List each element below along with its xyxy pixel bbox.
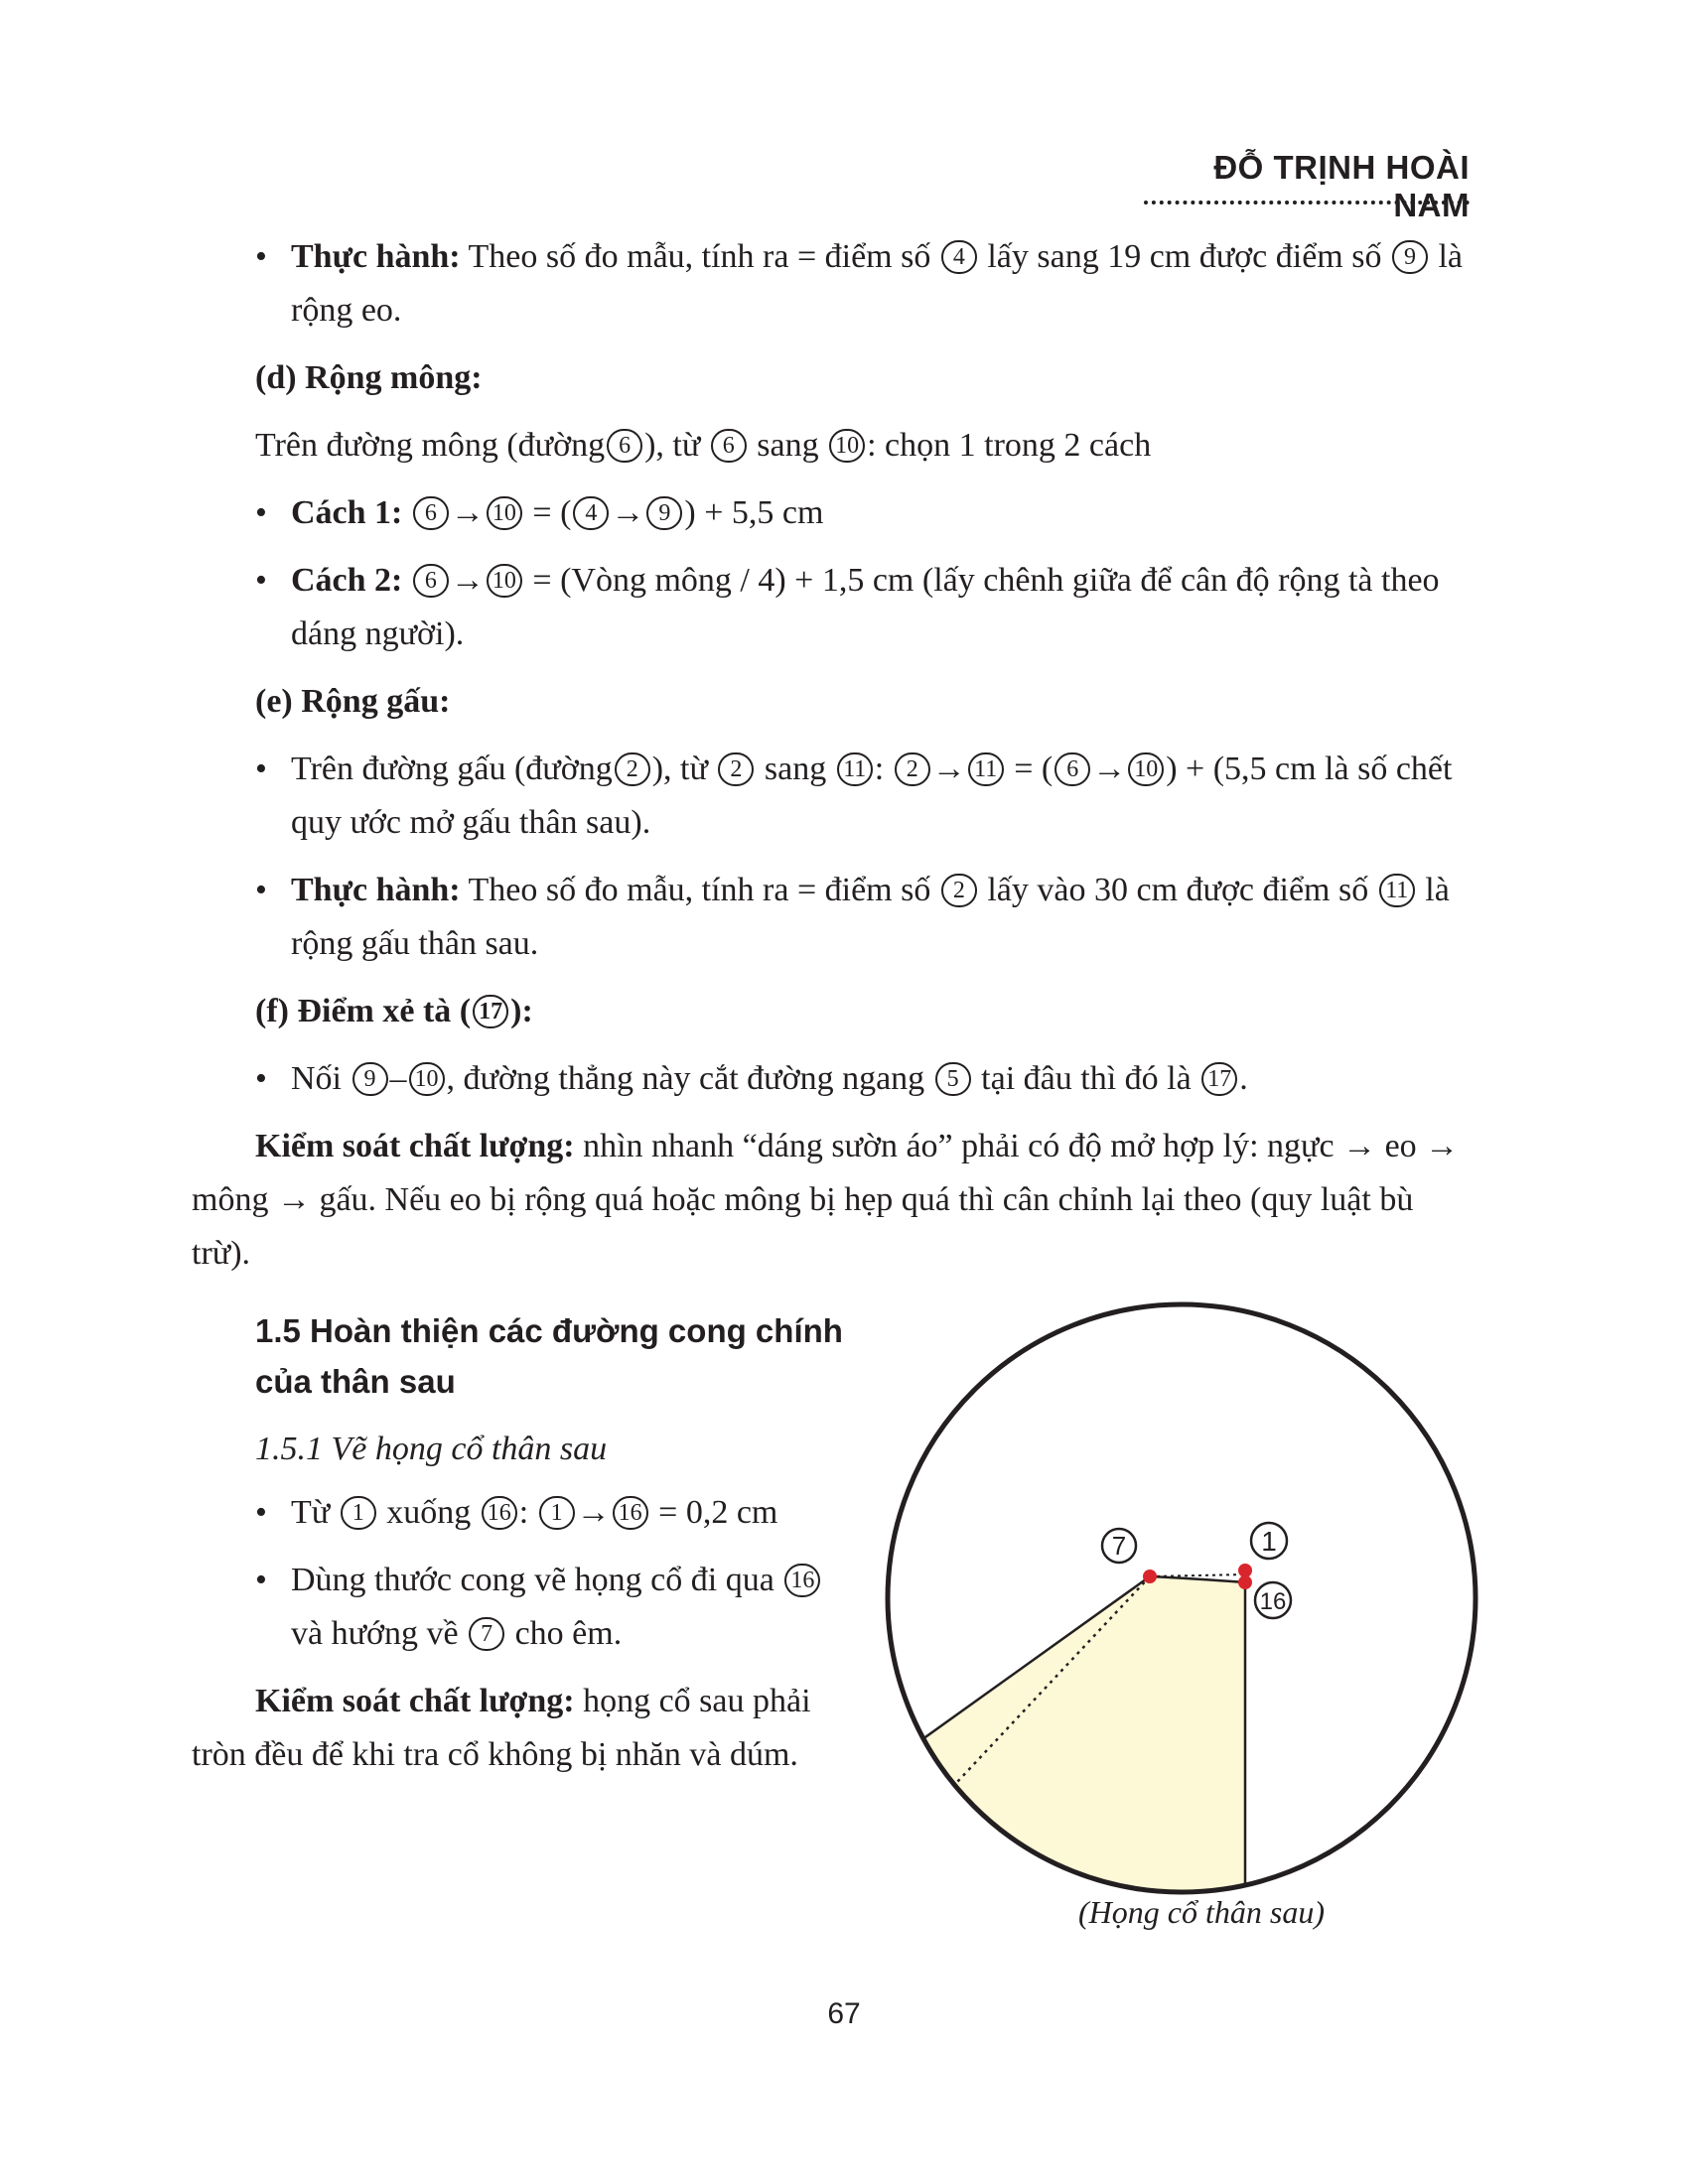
text: Trên đường gấu (đường <box>291 751 613 787</box>
circled-point: 2 <box>718 752 754 786</box>
text: ) + (5,5 cm là số chết quy ước mở gấu thân sau). <box>291 751 1453 841</box>
arrow: → <box>576 1494 611 1531</box>
label-7: 7 <box>1111 1531 1127 1561</box>
circled-point: 4 <box>941 240 977 274</box>
practice-label: Thực hành: <box>291 238 461 275</box>
text: Dùng thước cong vẽ họng cổ đi qua <box>291 1562 774 1598</box>
slit-heading <box>192 985 1470 1038</box>
text: = 0,2 cm <box>658 1494 778 1531</box>
text: lấy vào 30 cm được điểm số <box>987 872 1369 908</box>
neck-section <box>192 1305 855 1796</box>
back-panel-fill <box>884 1576 1245 1896</box>
label-16: 16 <box>1259 1588 1287 1615</box>
text: là rộng eo. <box>291 238 1464 329</box>
text: . <box>1239 1060 1248 1097</box>
text: sang <box>757 427 819 464</box>
header-dotted-rule <box>1144 201 1470 205</box>
circled-point: 17 <box>473 995 508 1028</box>
text: Theo số đo mẫu, tính ra = điểm số <box>468 238 931 275</box>
arrow: → <box>931 751 966 787</box>
hip-intro <box>192 419 1470 473</box>
circled-point: 2 <box>895 752 930 786</box>
circled-point: 9 <box>646 496 682 530</box>
method-label: Cách 1: <box>291 494 403 531</box>
text: , đường thẳng này cắt đường ngang <box>446 1060 925 1097</box>
hip-method-2 <box>255 554 1470 661</box>
practice-label: Thực hành: <box>291 872 461 908</box>
section-title: 1.5 Hoàn thiện các đường cong chính của thân sau <box>255 1312 843 1400</box>
text: là rộng gấu thân sau. <box>291 872 1450 962</box>
heading-text: (d) Rộng mông: <box>255 359 483 396</box>
text: ) + 5,5 cm <box>684 494 824 531</box>
circled-point: 2 <box>941 874 977 907</box>
text: = ( <box>532 494 572 531</box>
circled-point: 10 <box>487 496 522 530</box>
quality-control-1 <box>192 1120 1470 1281</box>
circled-point: 5 <box>935 1062 971 1096</box>
text: = (Vòng mông / 4) + 1,5 cm (lấy chênh giữa để cân độ rộng tà theo dáng người). <box>291 562 1440 652</box>
text: : <box>874 751 885 787</box>
circled-point: 10 <box>409 1062 445 1096</box>
hem-practice-bullet <box>255 864 1470 971</box>
circled-point: 6 <box>607 429 642 463</box>
qc-text: nhìn nhanh “dáng sườn áo” phải có độ mở hợp lý: ngực → eo → mông → gấu. Nếu eo bị rộng quá hoặc mông bị hẹp quá thì cân chỉnh lại theo (quy luật bù trừ). <box>192 1128 1460 1272</box>
page-number: 67 <box>827 1997 861 2030</box>
text: Theo số đo mẫu, tính ra = điểm số <box>468 872 931 908</box>
quality-control-2 <box>192 1675 855 1782</box>
circled-point: 9 <box>352 1062 388 1096</box>
arrow: → <box>450 562 485 599</box>
text: : <box>518 1494 529 1531</box>
method-label: Cách 2: <box>291 562 403 599</box>
point-1-marker <box>1238 1564 1252 1577</box>
text: : chọn 1 trong 2 cách <box>867 427 1152 464</box>
text: Từ <box>291 1494 331 1531</box>
circled-point: 11 <box>1379 874 1415 907</box>
circled-point: 16 <box>784 1564 820 1597</box>
circled-point: 10 <box>1128 752 1164 786</box>
author-header: ĐỖ TRỊNH HOÀI NAM <box>1213 149 1470 223</box>
text: = ( <box>1014 751 1054 787</box>
qc-label: Kiểm soát chất lượng: <box>255 1683 575 1719</box>
circled-point: 1 <box>341 1496 376 1530</box>
circled-point: 1 <box>539 1496 575 1530</box>
text: Nối <box>291 1060 342 1097</box>
hip-method-1 <box>255 486 1470 540</box>
arrow: → <box>450 494 485 531</box>
circled-point: 16 <box>613 1496 648 1530</box>
circled-point: 17 <box>1201 1062 1237 1096</box>
circled-point: 9 <box>1392 240 1428 274</box>
point-7-marker <box>1143 1570 1157 1583</box>
hem-heading <box>192 675 1470 729</box>
circled-point: 10 <box>487 564 522 598</box>
dash: – <box>389 1060 407 1097</box>
circled-point: 7 <box>469 1617 504 1651</box>
heading-text: (f) Điểm xẻ tà ( <box>255 993 472 1029</box>
hem-rule-bullet <box>255 743 1470 850</box>
text: xuống <box>386 1494 472 1531</box>
circled-point: 4 <box>573 496 609 530</box>
hip-heading <box>192 351 1470 405</box>
text: ), từ <box>651 751 708 787</box>
subsection-title: 1.5.1 Vẽ họng cổ thân sau <box>255 1431 608 1467</box>
circled-point: 6 <box>413 564 449 598</box>
neck-bullet-1 <box>255 1486 855 1540</box>
circled-point: 6 <box>1055 752 1090 786</box>
label-1: 1 <box>1261 1526 1277 1557</box>
waist-practice-bullet <box>255 230 1470 338</box>
text: Trên đường mông (đường <box>255 427 606 464</box>
neck-bullet-2 <box>255 1554 855 1661</box>
text: lấy sang 19 cm được điểm số <box>987 238 1382 275</box>
diagram-caption: (Họng cổ thân sau) <box>1078 1894 1325 1930</box>
text: cho êm. <box>514 1615 623 1652</box>
text: và hướng về <box>291 1615 459 1652</box>
text: sang <box>764 751 827 787</box>
circled-point: 10 <box>829 429 865 463</box>
circled-point: 11 <box>968 752 1004 786</box>
arrow: → <box>1092 751 1127 787</box>
neck-diagram <box>884 1300 1479 1896</box>
point-16-marker <box>1238 1575 1252 1589</box>
circled-point: 6 <box>413 496 449 530</box>
neck-dotted-line <box>1150 1574 1245 1576</box>
heading-text: (e) Rộng gấu: <box>255 683 451 720</box>
circled-point: 11 <box>837 752 873 786</box>
arrow: → <box>611 494 645 531</box>
slit-bullet <box>255 1052 1470 1106</box>
text: ), từ <box>644 427 701 464</box>
heading-text: ): <box>510 993 533 1029</box>
circled-point: 16 <box>482 1496 517 1530</box>
main-text <box>192 230 1470 1295</box>
circled-point: 6 <box>711 429 747 463</box>
circled-point: 2 <box>615 752 650 786</box>
qc-text: họng cổ sau phải tròn đều để khi tra cổ không bị nhăn và dúm. <box>192 1683 811 1773</box>
text: tại đâu thì đó là <box>981 1060 1192 1097</box>
qc-label: Kiểm soát chất lượng: <box>255 1128 575 1164</box>
